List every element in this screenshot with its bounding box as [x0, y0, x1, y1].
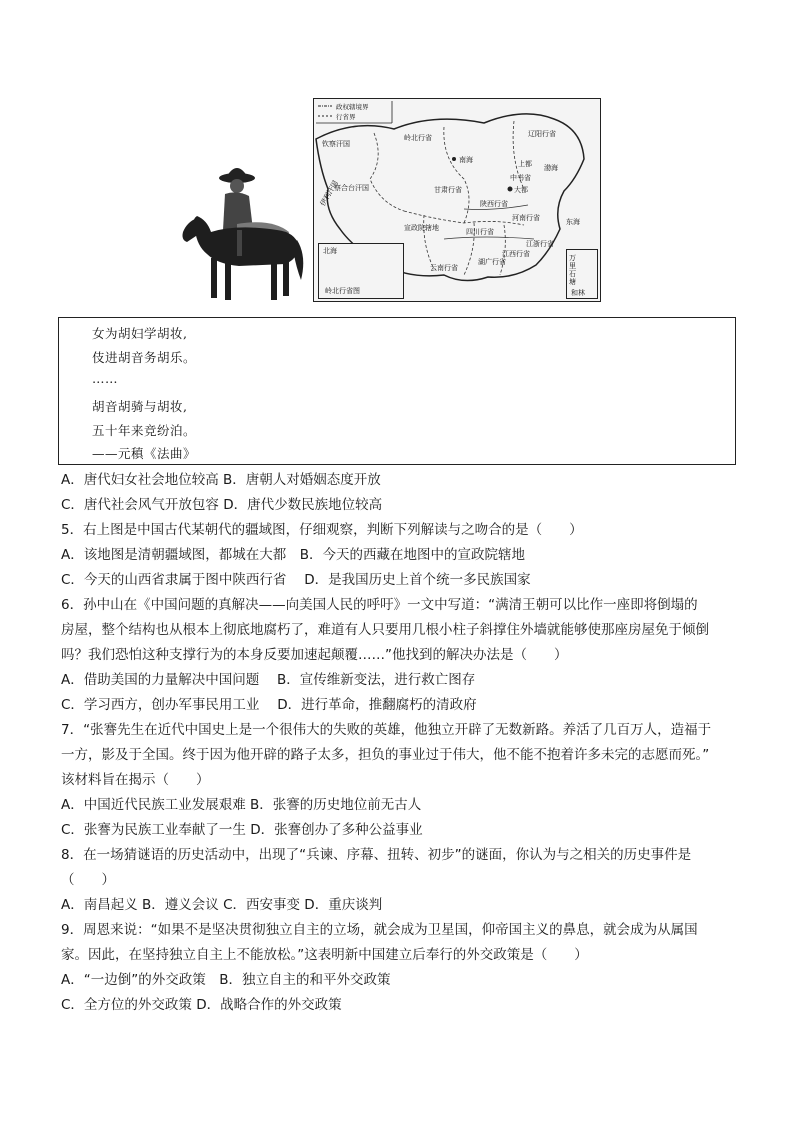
question-stem: 6．孙中山在《中国问题的真解决——向美国人民的呼吁》一文中写道：“满清王朝可以比作一座即将倒塌的	[61, 597, 698, 613]
poem-source-box	[58, 317, 736, 465]
question-option-line: C．学习西方，创办军事民用工业 D．进行革命，推翻腐朽的清政府	[61, 697, 477, 713]
question-stem: 8．在一场猜谜语的历史活动中，出现了“兵谏、序幕、扭转、初步”的谜面，你认为与之相关的历史事件是	[61, 847, 692, 863]
poem-line: 伎进胡音务胡乐。	[92, 350, 197, 365]
map-region-label: 钦察汗国	[322, 140, 350, 148]
legend-item: 政权辖境界	[336, 103, 369, 111]
question-option-line: C．张謇为民族工业奉献了一生 D．张謇创办了多种公益事业	[61, 822, 423, 838]
question-option-line: A．该地图是清朝疆域图，都城在大都 B．今天的西藏在地图中的宣政院辖地	[61, 547, 525, 563]
map-region-label: 察合台汗国	[334, 184, 369, 192]
question-stem: 房屋，整个结构也从根本上彻底地腐朽了，难道有人只要用几根小柱子斜撑住外墙就能够使那座房屋免于倾倒	[61, 622, 709, 638]
question-stem: 该材料旨在揭示（ ）	[61, 772, 210, 788]
map-region-label: 云南行省	[430, 264, 458, 272]
question-stem: 7．“张謇先生在近代中国史上是一个很伟大的失败的英雄，他独立开辟了无数新路。养活了几百万人，造福于	[61, 722, 712, 738]
question-option-line: A．唐代妇女社会地位较高 B．唐朝人对婚姻态度开放	[61, 472, 381, 488]
question-option-line: C．全方位的外交政策 D．战略合作的外交政策	[61, 997, 342, 1013]
question-option-line: A．借助美国的力量解决中国问题 B．宣传维新变法，进行救亡图存	[61, 672, 476, 688]
map-legend	[318, 102, 369, 122]
question-stem: 一方，影及于全国。终于因为他开辟的路子太多，担负的事业过于伟大，他不能不抱着许多未完的志愿而死。”	[61, 747, 710, 763]
question-stem: 家。因此，在坚持独立自主上不能放松。”这表明新中国建立后奉行的外交政策是（ ）	[61, 947, 588, 963]
map-region-label: 河南行省	[512, 214, 540, 222]
map-place-label: 上都	[518, 160, 532, 168]
poem-line: 五十年来竞纷泊。	[92, 423, 197, 438]
south-sea-inset-map	[566, 249, 598, 299]
map-region-label: 中书省	[510, 174, 531, 182]
map-region-label: 渤海	[544, 164, 558, 172]
map-place-label: 南海	[459, 156, 473, 164]
map-region-label: 湖广行省	[478, 258, 506, 266]
question-option-line: A．“一边倒”的外交政策 B．独立自主的和平外交政策	[61, 972, 391, 988]
question-stem: 吗？我们恐怕这种支撑行为的本身反要加速起颠覆……”他找到的解决办法是（ ）	[61, 647, 568, 663]
map-region-label: 岭北行省	[404, 134, 432, 142]
map-region-label: 万里石塘	[569, 254, 576, 286]
map-region-label: 北海	[323, 247, 337, 255]
poem-line: ……	[92, 371, 118, 386]
question-stem: 5．右上图是中国古代某朝代的疆域图，仔细观察，判断下列解读与之吻合的是（ ）	[61, 522, 583, 538]
horse-rider-illustration	[177, 160, 307, 308]
map-region-label: 江西行省	[502, 250, 530, 258]
map-region-label: 江浙行省	[526, 240, 554, 248]
poem-attribution: ——元稹《法曲》	[92, 446, 197, 461]
poem-line: 女为胡妇学胡妆,	[92, 326, 188, 341]
question-stem: （ ）	[61, 872, 115, 888]
map-inset-title: 岭北行省图	[325, 287, 360, 295]
map-region-label: 宣政院辖地	[404, 224, 439, 232]
lingbei-inset-map	[318, 243, 404, 299]
question-option-line: A．南昌起义 B．遵义会议 C．西安事变 D．重庆谈判	[61, 897, 383, 913]
map-region-label: 伊利汗国	[318, 179, 340, 208]
map-region-label: 陕西行省	[480, 200, 508, 208]
map-region-label: 甘肃行省	[434, 186, 462, 194]
map-region-label: 东海	[566, 218, 580, 226]
legend-item: 行省界	[336, 113, 356, 121]
question-option-line: C．今天的山西省隶属于图中陕西行省 D．是我国历史上首个统一多民族国家	[61, 572, 531, 588]
map-place-label: 大都	[514, 186, 528, 194]
question-stem: 9．周恩来说：“如果不是坚决贯彻独立自主的立场，就会成为卫星国，仰帝国主义的鼻息，就会成为从属国	[61, 922, 698, 938]
map-region-label: 四川行省	[466, 228, 494, 236]
figure-area	[165, 98, 635, 308]
question-option-line: C．唐代社会风气开放包容 D．唐代少数民族地位较高	[61, 497, 383, 513]
map-inset-title: 和林	[571, 289, 585, 297]
poem-line: 胡音胡骑与胡妆,	[92, 399, 188, 414]
question-option-line: A．中国近代民族工业发展艰难 B．张謇的历史地位前无古人	[61, 797, 422, 813]
yuan-dynasty-territory-map	[313, 98, 601, 302]
map-region-label: 辽阳行省	[528, 130, 556, 138]
